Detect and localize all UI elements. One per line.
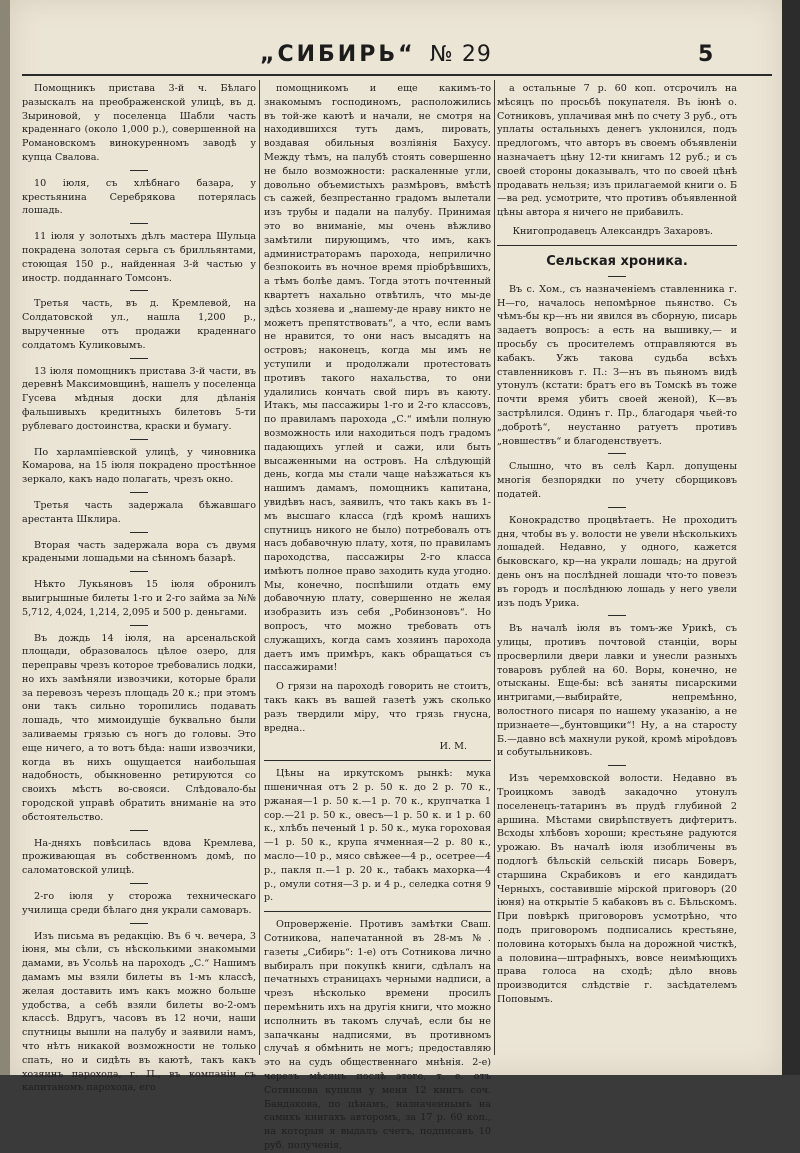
news-paragraph: Въ началѣ іюля въ томъ-же Урикѣ, съ улицы, противъ почтовой станціи, воры просверлили двери лавки и унесли разныхъ товаровъ рублей на 60. Воры, конечно, не отысканы. Еще-бы: всѣ заняты писарскими интригами,—выбирайте, непремѣнно, волостного писаря по нашему указанію, а не признаете—„бунтовщики“! Ну, а на старосту Б.—давно всѣ махнули рукой, кромѣ міроѣдовъ и собутыльниковъ. xyxy=(497,623,737,759)
issue-number: № 29 xyxy=(430,42,492,67)
news-paragraph: 11 іюля у золотыхъ дѣлъ мастера Шульца покрадена золотая серьга съ брилльянтами, стоющая 150 р., найденная 3-й частью у иностр. подданнаго Томсонъ. xyxy=(22,231,256,284)
item-separator xyxy=(130,625,148,626)
news-paragraph: На-дняхъ повѣсилась вдова Кремлева, проживающая въ собственномъ домѣ, по саломатовской улицѣ. xyxy=(22,837,256,877)
news-paragraph: а остальные 7 р. 60 коп. отсрочилъ на мѣсяцъ по просьбѣ покупателя. Въ іюнѣ о. Сотниковъ, уплачивая мнѣ по счету 3 руб., отъ уплаты остальныхъ денегъ уклонился, подъ предлогомъ, что авторъ въ своемъ объявленіи назначаетъ цѣну 12-ти книгамъ 12 руб.; и съ своей стороны доказывалъ, что по своей цѣнѣ продавать нельзя; изъ прилагаемой книги о. Б—ва ред. усмотрите, что противъ объявленной цѣны автора я ничего не прибавилъ. xyxy=(497,83,737,219)
news-paragraph: Вторая часть задержала вора съ двумя крадеными лошадьми на сѣнномъ базарѣ. xyxy=(22,539,256,565)
item-separator xyxy=(130,923,148,924)
column-divider xyxy=(494,80,495,1055)
column-divider xyxy=(259,80,260,1055)
news-paragraph: помощникомъ и еще какимъ-то знакомымъ господиномъ, расположились въ той-же каютѣ и начали, не смотря на находившихся тутъ дамъ, пировать, воздавая обильныя возліянія Бахусу. Между тѣмъ, на палубѣ стоять совершенно не было возможности: раскаленные угли, довольно объемистыхъ размѣровъ, вмѣстѣ съ сажей, безпрестанно градомъ вылетали изъ трубы и падали на палубу. Принимая это во вниманіе, мы очень вѣжливо замѣтили пирующимъ, что имъ, какъ администраторамъ парохода, неприлично безпокоить въ ночное время пріобрѣвшихъ, а тѣмъ болѣе дамъ. Тогда этотъ почтенный квартетъ нахально отвѣтилъ, что мы-де здѣсь хозяева и „нашему-де нраву никто не можетъ препятствовать“, а что, если вамъ не нравится, то они насъ высадятъ на островъ; наконецъ, когда мы имъ не уступили и продолжали протестовать противъ такого нахальства, то они удалились кончать свой пиръ въ каюту. Итакъ, мы пассажиры 1-го и 2-го классовъ, по правиламъ парохода „С.“ имѣли полную возможность или находиться подъ градомъ падающихъ углей и сажи, или быть высаженными на островъ. На слѣдующій день, когда мы стали чаще наѣзжаться къ нашимъ дамамъ, помощникъ капитана, увидѣвъ насъ, заявилъ, что такъ какъ въ 1-мъ высшаго класса (гдѣ кромѣ нашихъ спутницъ никого не было) потребовалъ отъ насъ добавочную плату, хотя, по правиламъ пароходства, пассажиры 2-го класса имѣютъ полное право заходить куда угодно. Мы, конечно, поспѣшили отдать ему добавочную плату, совершенно не желая изобразить изъ себя „Робинзоновъ“. Но вопросъ, что можно требовать отъ служащихъ, когда самъ хозяинъ парохода даетъ имъ примѣръ, какъ обращаться съ пассажирами! xyxy=(264,83,491,674)
news-paragraph: Слышно, что въ селѣ Карл. допущены многія безпорядки по учету сборщиковъ податей. xyxy=(497,461,737,500)
item-separator xyxy=(130,492,148,493)
news-paragraph: Опроверженіе. Противъ замѣтки Сваш. Сотникова, напечатанной въ 28-мъ №. газеты „Сибирь“: 1-е) отъ Сотникова лично выбиралъ при покупкѣ книги, сдѣлалъ на печатныхъ страницахъ черными надписи, а чрезъ нѣсколько времени просилъ перемѣнить ихъ на другія книги, что можно исполнить въ такомъ случаѣ, если бы не запачканы надписями, въ противномъ случаѣ я обмѣнить не могъ; предоставляю это на судъ общественнаго мнѣнія. 2-е) черезъ мѣсяцъ послѣ этого, т. е. отъ Сотникова купили у меня 12 книгъ соч. Бандакова, по цѣнамъ, назначеннымъ на самихъ книгахъ авторомъ, за 17 р. 60 коп., на которыя я выдалъ счетъ, подписавъ 10 руб. полученія, xyxy=(264,919,491,1151)
scan-background-edge xyxy=(782,0,800,1075)
news-paragraph: Цѣны на иркутскомъ рынкѣ: мука пшеничная отъ 2 р. 50 к. до 2 р. 70 к., ржаная—1 р. 50 к.—1 р. 70 к., крупчатка 1 сор.—21 р. 50 к., овесъ—1 р. 50 к. и 1 р. 60 к., хлѣбъ печеный 1 р. 50 к., мука гороховая—1 р. 50 к., крупа ячменная—2 р. 80 к., масло—10 р., мясо свѣжее—4 р., осетрее—4 р., пакля п.—1 р. 20 к., табакъ махорка—4 р., омули сотня—3 р. и 4 р., селедка сотня 9 р. xyxy=(264,768,491,904)
column-3 xyxy=(497,82,737,1057)
item-separator xyxy=(130,358,148,359)
newspaper-page xyxy=(10,0,782,1151)
item-separator xyxy=(130,223,148,224)
page-number: 5 xyxy=(698,42,714,67)
news-paragraph: Нѣкто Лукьяновъ 15 іюля обронилъ выигрышные билеты 1-го и 2-го займа за №№ 5,712, 4,024, 1,214, 2,095 и 500 р. деньгами. xyxy=(22,579,256,618)
news-paragraph: Конокрадство процвѣтаетъ. Не проходитъ дня, чтобы въ у. волости не увели нѣсколькихъ лошадей. Недавно, у одного, кажется быковскаго, кр—на украли лошадь; на другой день онъ на послѣдней лошади что-то повезъ въ городъ и послѣднюю лошадь у него увели изъ подъ Урика. xyxy=(497,514,737,609)
item-separator xyxy=(130,830,148,831)
item-separator xyxy=(130,883,148,884)
item-separator xyxy=(130,439,148,440)
masthead xyxy=(10,42,782,72)
section-rule xyxy=(497,245,737,246)
news-paragraph: О грязи на пароходѣ говорить не стоитъ, такъ какъ въ вашей газетѣ ужъ сколько разъ твердили міру, что грязь гнусна, вредна.. xyxy=(264,681,491,734)
item-separator xyxy=(130,571,148,572)
item-separator xyxy=(130,532,148,533)
news-paragraph: 13 іюля помощникъ пристава 3-й части, въ деревнѣ Максимовщинѣ, нашелъ у поселенца Гусева мѣдныя доски для дѣланія фальшивыхъ кредитныхъ билетовъ 5-ти рублеваго достоинства, краски и бумагу. xyxy=(22,365,256,432)
column-2 xyxy=(264,82,491,1151)
item-separator xyxy=(608,507,626,508)
section-rule xyxy=(264,911,491,912)
news-paragraph: Въ дождь 14 іюля, на арсенальской площади, образовалось цѣлое озеро, для переправы чрезъ которое требовались лодки, но ихъ замѣняли извозчики, которые брали за перевозъ черезъ площадь 20 к.; при этомъ они такъ сильно торопились подавать лошадь, что мимоидущіе буквально были заливаемы грязью съ ногъ до головы. Это еще ничего, а то вотъ бѣда: наши извозчики, когда въ нихъ ощущается наибольшая надобность, обыкновенно ретируются со своихъ мѣстъ во-свояси. Слѣдовало-бы городской управѣ обратить вниманіе на это обстоятельство. xyxy=(22,632,256,823)
section-title: Сельская хроника. xyxy=(546,253,688,269)
item-separator xyxy=(608,453,626,454)
section-rule xyxy=(264,760,491,761)
news-paragraph: 10 іюля, съ хлѣбнаго базара, у крестьянина Серебрякова потерялась лошадь. xyxy=(22,177,256,217)
item-separator xyxy=(130,170,148,171)
page-left-edge xyxy=(0,0,10,1075)
signature: И. М. xyxy=(439,741,467,753)
signature: Книгопродавецъ Александръ Захаровъ. xyxy=(512,225,713,237)
news-paragraph: Помощникъ пристава 3-й ч. Бѣлаго разыскалъ на преображенской улицѣ, въ д. Зыриновой, у поселенца Шабли часть краденнаго (около 1,000 р.), совершенной на Романовскомъ винокуренномъ заводѣ у купца Свалова. xyxy=(22,83,256,163)
column-1 xyxy=(22,82,256,1094)
item-separator xyxy=(608,615,626,616)
news-paragraph: Третья часть задержала бѣжавшаго арестанта Шклира. xyxy=(22,499,256,525)
item-separator xyxy=(608,765,626,766)
item-separator xyxy=(608,276,626,277)
news-paragraph: По харлампіевской улицѣ, у чиновника Комарова, на 15 іюля покрадено простѣнное зеркало, какъ надо полагать, чрезъ окно. xyxy=(22,446,256,486)
news-paragraph: Изъ письма въ редакцію. Въ 6 ч. вечера, 3 іюня, мы сѣли, съ нѣсколькими знакомыми дамами, въ Усольѣ на пароходъ „С.“ Нашимъ дамамъ мы взяли билеты въ 1-мъ классѣ, желая доставить имъ какъ можно больше удобства, а себѣ взяли билеты во-2-омъ классѣ. Вдругъ, часовъ въ 12 ночи, наши спутницы вышли на палубу и заявили намъ, что нѣтъ никакой возможности не только спать, но и сидѣть въ каютѣ, такъ какъ хозяинъ парохода, г. П., въ компаніи съ капитаномъ парохода, его xyxy=(22,930,256,1094)
news-paragraph: 2-го іюля у сторожа техническаго училища среди бѣлаго дня украли самоваръ. xyxy=(22,891,256,916)
newspaper-title: „СИБИРЬ“ xyxy=(260,42,416,67)
news-paragraph: Въ с. Хом., съ назначеніемъ ставленника г. Н—го, началось непомѣрное пьянство. Съ чѣмъ-бы кр—нъ ни явился въ сборную, писарь задаетъ вопросъ: а есть на вышивку,— и просьбу съ просителемъ отправляются въ кабакъ. Ужъ такова судьба всѣхъ ставленниковъ г. П.: З—нъ въ пьяномъ видѣ утонулъ (кстати: братъ его въ Томскѣ въ тоже почти время убитъ своей женой), К—въ застрѣлился. Одинъ г. Пр., благодаря чьей-то „добротѣ“, неустанно ратуетъ противъ „новшествъ“ и благоденствуетъ. xyxy=(497,283,737,447)
masthead-rule xyxy=(22,74,772,76)
news-paragraph: Изъ черемховской волости. Недавно въ Троицкомъ заводѣ закадочно утонулъ поселенецъ-татаринъ въ прудѣ глубиной 2 аршина. Мѣстами свирѣпствуетъ дифтеритъ. Всходы хлѣбовъ хороши; крестьяне радуются урожаю. Въ началѣ іюля изобличены въ подлогѣ бѣльскій сельскій писарь Боверъ, старшина Скрабиковъ и его кандидатъ Черныхъ, составившіе мірской приговоръ (20 іюня) на открытіе 5 кабаковъ въ с. Бѣльскомъ. При повѣркѣ приговоровъ усмотрѣно, что подъ приговоромъ подписались крестьяне, половина которыхъ была на дорожной чисткѣ, а половина—штрафныхъ, вовсе неимѣющихъ права голоса на сходѣ; дѣло вновь производится слѣдствіе г. засѣдателемъ Поповымъ. xyxy=(497,773,737,1006)
item-separator xyxy=(130,290,148,291)
news-paragraph: Третья часть, въ д. Кремлевой, на Солдатовской ул., нашла 1,200 р., вырученные отъ продажи краденнаго солдатомъ Куликовымъ. xyxy=(22,298,256,351)
